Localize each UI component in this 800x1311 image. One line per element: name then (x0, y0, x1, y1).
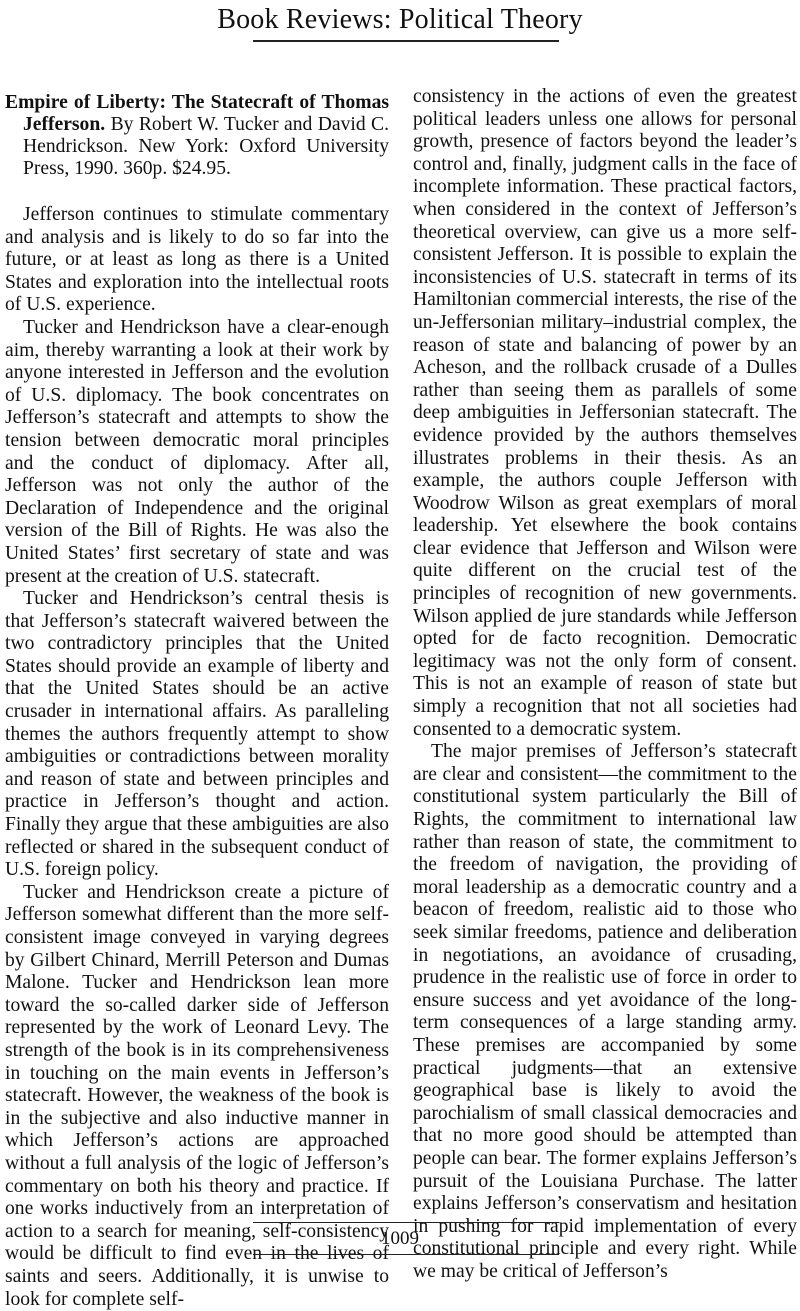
paragraph: consistency in the actions of even the greatest political leaders unless one allows for personal growth, presence of factors beyond the leader’s control and, finally, judgment calls in the face of incomplete information. These practical factors, when considered in the context of Jefferson’s theoretical overview, can give us a more self-consistent Jefferson. It is possible to explain the inconsistencies of U.S. statecraft in terms of its Hamiltonian commercial interests, the rise of the un-Jeffersonian military–industrial complex, the reason of state and balancing of power by an Acheson, and the rollback crusade of a Dulles rather than seeing them as parallels of some deep ambiguities in Jeffersonian statecraft. The evidence provided by the authors themselves illustrates problems in their thesis. As an example, the authors couple Jefferson with Woodrow Wilson as great exemplars of moral leadership. Yet elsewhere the book contains clear evidence that Jefferson and Wilson were quite different on the crucial test of the principles of recognition of new governments. Wilson applied de jure standards while Jefferson opted for de facto recognition. Democratic legitimacy was not the only form of consent. This is not an example of reason of state but simply a recognition that not all societies had consented to a democratic system. (413, 86, 797, 740)
book-details: By Robert W. Tucker and David C. Hendrickson. New York: Oxford University Press, 1990. 360p. $24.95. (23, 114, 389, 179)
footer-bottom-rule (253, 1254, 559, 1255)
section-title: Book Reviews: Political Theory (217, 4, 583, 35)
book-title: Empire of Liberty: The Statecraft of Thomas Jefferson. (5, 92, 389, 135)
paragraph: Jefferson continues to stimulate commentary and analysis and is likely to do so far into the future, or at least as long as there is a United States and exploration into the intellectual roots of U.S. experience. (5, 204, 389, 316)
paragraph: Tucker and Hendrickson have a clear-enough aim, thereby warranting a look at their work by anyone interested in Jefferson and the evolution of U.S. diplomacy. The book concentrates on Jefferson’s statecraft and attempts to show the tension between democratic moral principles and the conduct of diplomacy. After all, Jefferson was not only the author of the Declaration of Independence and the original version of the Bill of Rights. He was also the United States’ first secretary of state and was present at the creation of U.S. statecraft. (5, 316, 389, 587)
header-rule (253, 40, 559, 42)
footer-top-rule (253, 1222, 559, 1223)
page-number: 1009 (381, 1228, 419, 1249)
paragraph: Tucker and Hendrickson create a picture of Jefferson somewhat different than the more self-consistent image conveyed in varying degrees by Gilbert Chinard, Merrill Peterson and Dumas Malone. Tucker and Hendrickson lean more toward the so-called darker side of Jefferson represented by the work of Leonard Levy. The strength of the book is in its comprehensiveness in touching on the main events in Jefferson’s statecraft. However, the weakness of the book is in the subjective and also inductive manner in which Jefferson’s actions are approached without a full analysis of the logic of Jefferson’s commentary on both his theory and practice. If one works inductively from an interpretation of action to a search for meaning, self-consistency would be difficult to find even in the lives of saints and seers. Additionally, it is unwise to look for complete self- (5, 881, 389, 1310)
paragraph: The major premises of Jefferson’s statecraft are clear and consistent—the commitment to the constitutional system particularly the Bill of Rights, the commitment to international law rather than reason of state, the commitment to the freedom of navigation, the providing of moral leadership as a democratic country and a beacon of freedom, realistic aid to those who seek similar freedoms, patience and deliberation in negotiations, an avoidance of crusading, prudence in the realistic use of force in order to ensure success and yet avoidance of the long-term consequences of a large standing army. These premises are accompanied by some practical judgments—that an extensive geographical base is likely to avoid the parochialism of small classical democracies and that no more good should be attempted than people can bear. The former explains Jefferson’s pursuit of the Louisiana Purchase. The latter explains Jefferson’s conservatism and hesitation in pushing for rapid implementation of every constitutional principle and every right. While we may be critical of Jefferson’s (413, 741, 797, 1282)
right-column (413, 86, 797, 1283)
running-header (0, 0, 800, 48)
paragraph: Tucker and Hendrickson’s central thesis is that Jefferson’s statecraft waivered between the two contradictory principles that the United States should provide an example of liberty and that the United States should be an active crusader in international affairs. As paralleling themes the authors frequently attempt to show ambiguities or contradictions between morality and reason of state and between principles and practice in Jefferson’s thought and action. Finally they argue that these ambiguities are also reflected or shared in the subsequent conduct of U.S. foreign policy. (5, 588, 389, 881)
book-citation (5, 92, 389, 180)
left-column (5, 86, 389, 1311)
